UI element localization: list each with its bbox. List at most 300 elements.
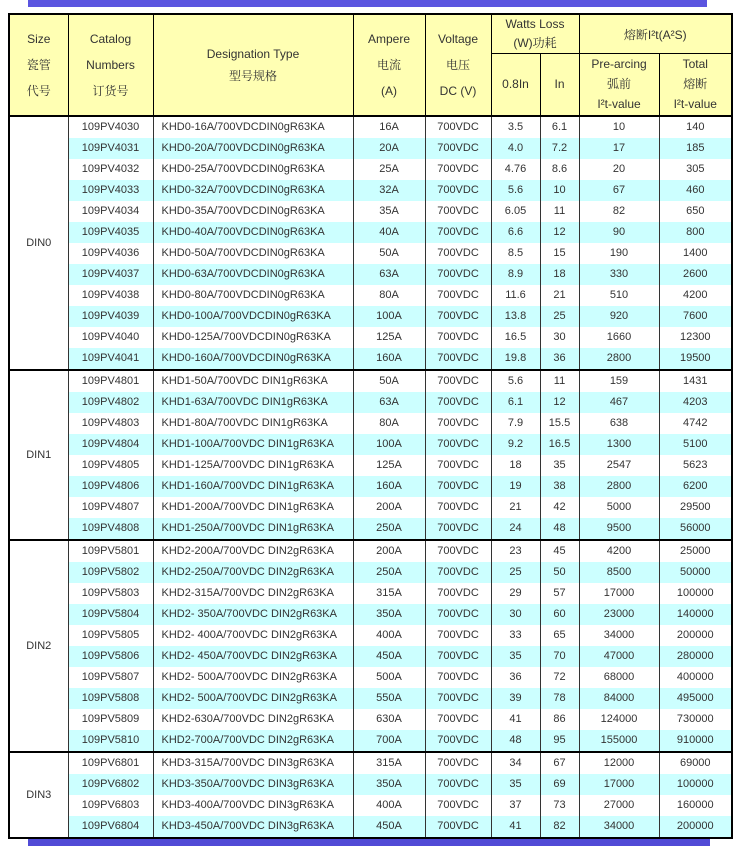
cell-catalog: 109PV4034	[68, 201, 153, 222]
cell-designation: KHD2- 500A/700VDC DIN2gR63KA	[153, 688, 353, 709]
cell-ampere: 125A	[353, 327, 425, 348]
col-header-ampere-line: 电流	[376, 57, 401, 72]
cell-voltage: 700VDC	[425, 455, 491, 476]
cell-watts-08in: 6.05	[491, 201, 540, 222]
cell-total-i2t: 910000	[659, 730, 732, 752]
cell-watts-08in: 24	[491, 518, 540, 540]
size-group-din3	[9, 752, 732, 838]
col-header-ampere	[353, 14, 425, 116]
cell-total-i2t: 4200	[659, 285, 732, 306]
cell-ampere: 700A	[353, 730, 425, 752]
cell-designation: KHD2-200A/700VDC DIN2gR63KA	[153, 540, 353, 562]
cell-watts-in: 12	[540, 392, 579, 413]
cell-voltage: 700VDC	[425, 348, 491, 370]
cell-catalog: 109PV4030	[68, 116, 153, 138]
table-row	[9, 285, 732, 306]
cell-total-i2t: 4203	[659, 392, 732, 413]
cell-prearcing-i2t: 5000	[579, 497, 659, 518]
cell-total-i2t: 6200	[659, 476, 732, 497]
cell-voltage: 700VDC	[425, 201, 491, 222]
col-header-designation	[153, 14, 353, 116]
cell-designation: KHD2- 450A/700VDC DIN2gR63KA	[153, 646, 353, 667]
col-header-voltage-line: Voltage	[437, 31, 479, 46]
cell-total-i2t: 12300	[659, 327, 732, 348]
cell-ampere: 200A	[353, 540, 425, 562]
col-header-catalog-line: Catalog	[89, 31, 132, 46]
cell-ampere: 400A	[353, 625, 425, 646]
cell-watts-in: 36	[540, 348, 579, 370]
cell-voltage: 700VDC	[425, 306, 491, 327]
cell-watts-in: 65	[540, 625, 579, 646]
size-group-din2	[9, 540, 732, 752]
cell-prearcing-i2t: 34000	[579, 816, 659, 838]
cell-designation: KHD0-35A/700VDCDIN0gR63KA	[153, 201, 353, 222]
cell-watts-08in: 13.8	[491, 306, 540, 327]
col-header-size	[9, 14, 68, 116]
cell-designation: KHD2-250A/700VDC DIN2gR63KA	[153, 562, 353, 583]
cell-designation: KHD0-20A/700VDCDIN0gR63KA	[153, 138, 353, 159]
cell-catalog: 109PV6804	[68, 816, 153, 838]
table-row	[9, 709, 732, 730]
cell-prearcing-i2t: 8500	[579, 562, 659, 583]
cell-voltage: 700VDC	[425, 646, 491, 667]
cell-watts-in: 38	[540, 476, 579, 497]
col-header-voltage-line: 电压	[445, 57, 470, 72]
col-header-i2t-label: 熔断I²t(A²S)	[623, 27, 687, 42]
cell-total-i2t: 4742	[659, 413, 732, 434]
table-row	[9, 625, 732, 646]
cell-designation: KHD3-450A/700VDC DIN3gR63KA	[153, 816, 353, 838]
size-group-label: DIN1	[9, 370, 68, 540]
size-group-label: DIN3	[9, 752, 68, 838]
cell-prearcing-i2t: 82	[579, 201, 659, 222]
cell-total-i2t: 5100	[659, 434, 732, 455]
cell-total-i2t: 19500	[659, 348, 732, 370]
col-header-prearcing	[579, 54, 659, 116]
table-row	[9, 370, 732, 392]
cell-watts-08in: 19.8	[491, 348, 540, 370]
table-row	[9, 413, 732, 434]
cell-prearcing-i2t: 68000	[579, 667, 659, 688]
cell-prearcing-i2t: 84000	[579, 688, 659, 709]
cell-prearcing-i2t: 17	[579, 138, 659, 159]
cell-designation: KHD1-63A/700VDC DIN1gR63KA	[153, 392, 353, 413]
cell-voltage: 700VDC	[425, 774, 491, 795]
table-row	[9, 562, 732, 583]
cell-catalog: 109PV5803	[68, 583, 153, 604]
cell-total-i2t: 400000	[659, 667, 732, 688]
cell-designation: KHD2-700A/700VDC DIN2gR63KA	[153, 730, 353, 752]
cell-watts-08in: 36	[491, 667, 540, 688]
col-header-watts-loss-line: Watts Loss	[505, 17, 565, 31]
cell-total-i2t: 305	[659, 159, 732, 180]
cell-catalog: 109PV4037	[68, 264, 153, 285]
cell-watts-08in: 30	[491, 604, 540, 625]
cell-prearcing-i2t: 9500	[579, 518, 659, 540]
table-row	[9, 752, 732, 774]
cell-total-i2t: 200000	[659, 816, 732, 838]
cell-designation: KHD2-630A/700VDC DIN2gR63KA	[153, 709, 353, 730]
cell-ampere: 450A	[353, 646, 425, 667]
cell-designation: KHD1-50A/700VDC DIN1gR63KA	[153, 370, 353, 392]
cell-watts-in: 86	[540, 709, 579, 730]
cell-total-i2t: 100000	[659, 774, 732, 795]
cell-voltage: 700VDC	[425, 730, 491, 752]
cell-watts-08in: 4.0	[491, 138, 540, 159]
cell-watts-08in: 35	[491, 646, 540, 667]
cell-total-i2t: 5623	[659, 455, 732, 476]
cell-catalog: 109PV4031	[68, 138, 153, 159]
col-header-total-line: Total	[682, 57, 708, 72]
cell-watts-08in: 21	[491, 497, 540, 518]
cell-total-i2t: 2600	[659, 264, 732, 285]
cell-watts-in: 42	[540, 497, 579, 518]
cell-designation: KHD1-160A/700VDC DIN1gR63KA	[153, 476, 353, 497]
cell-prearcing-i2t: 510	[579, 285, 659, 306]
col-header-prearcing-line: 弧前	[606, 77, 631, 92]
cell-prearcing-i2t: 10	[579, 116, 659, 138]
cell-watts-in: 15	[540, 243, 579, 264]
cell-designation: KHD3-350A/700VDC DIN3gR63KA	[153, 774, 353, 795]
cell-voltage: 700VDC	[425, 518, 491, 540]
table-row	[9, 264, 732, 285]
cell-watts-08in: 9.2	[491, 434, 540, 455]
cell-watts-in: 21	[540, 285, 579, 306]
cell-watts-08in: 34	[491, 752, 540, 774]
table-row	[9, 604, 732, 625]
cell-catalog: 109PV5809	[68, 709, 153, 730]
cell-ampere: 450A	[353, 816, 425, 838]
cell-total-i2t: 56000	[659, 518, 732, 540]
col-header-catalog-line: Numbers	[86, 57, 135, 72]
cell-designation: KHD0-16A/700VDCDIN0gR63KA	[153, 116, 353, 138]
col-header-in-label: In	[554, 77, 565, 92]
cell-ampere: 63A	[353, 264, 425, 285]
cell-voltage: 700VDC	[425, 243, 491, 264]
cell-watts-in: 69	[540, 774, 579, 795]
col-header-catalog-line: 订货号	[92, 83, 129, 98]
table-row	[9, 392, 732, 413]
col-header-size-line: 瓷管	[26, 57, 51, 72]
col-header-designation-line: Designation Type	[206, 46, 300, 61]
cell-total-i2t: 100000	[659, 583, 732, 604]
cell-designation: KHD0-32A/700VDCDIN0gR63KA	[153, 180, 353, 201]
size-group-label: DIN2	[9, 540, 68, 752]
cell-designation: KHD3-315A/700VDC DIN3gR63KA	[153, 752, 353, 774]
table-row	[9, 497, 732, 518]
cell-ampere: 500A	[353, 667, 425, 688]
size-group-din1	[9, 370, 732, 540]
cell-total-i2t: 730000	[659, 709, 732, 730]
col-header-watts-loss-group	[491, 14, 579, 54]
cell-prearcing-i2t: 90	[579, 222, 659, 243]
cell-catalog: 109PV4033	[68, 180, 153, 201]
cell-catalog: 109PV4804	[68, 434, 153, 455]
cell-watts-08in: 48	[491, 730, 540, 752]
cell-watts-08in: 35	[491, 774, 540, 795]
cell-designation: KHD1-200A/700VDC DIN1gR63KA	[153, 497, 353, 518]
cell-voltage: 700VDC	[425, 583, 491, 604]
cell-catalog: 109PV4038	[68, 285, 153, 306]
cell-designation: KHD0-160A/700VDCDIN0gR63KA	[153, 348, 353, 370]
cell-ampere: 50A	[353, 243, 425, 264]
cell-voltage: 700VDC	[425, 795, 491, 816]
cell-designation: KHD0-125A/700VDCDIN0gR63KA	[153, 327, 353, 348]
cell-designation: KHD2-315A/700VDC DIN2gR63KA	[153, 583, 353, 604]
col-header-designation-line: 型号规格	[228, 68, 277, 83]
cell-voltage: 700VDC	[425, 327, 491, 348]
cell-total-i2t: 1400	[659, 243, 732, 264]
cell-prearcing-i2t: 67	[579, 180, 659, 201]
cell-ampere: 400A	[353, 795, 425, 816]
cell-watts-08in: 18	[491, 455, 540, 476]
cell-catalog: 109PV5801	[68, 540, 153, 562]
cell-voltage: 700VDC	[425, 138, 491, 159]
col-header-voltage-line: DC (V)	[439, 83, 477, 98]
cell-catalog: 109PV4808	[68, 518, 153, 540]
cell-catalog: 109PV4807	[68, 497, 153, 518]
cell-voltage: 700VDC	[425, 264, 491, 285]
cell-prearcing-i2t: 2800	[579, 348, 659, 370]
cell-catalog: 109PV4801	[68, 370, 153, 392]
cell-watts-in: 57	[540, 583, 579, 604]
cell-designation: KHD0-80A/700VDCDIN0gR63KA	[153, 285, 353, 306]
cell-voltage: 700VDC	[425, 604, 491, 625]
cell-prearcing-i2t: 27000	[579, 795, 659, 816]
col-header-total	[659, 54, 732, 116]
cell-total-i2t: 650	[659, 201, 732, 222]
cell-designation: KHD1-100A/700VDC DIN1gR63KA	[153, 434, 353, 455]
cell-total-i2t: 140000	[659, 604, 732, 625]
cell-voltage: 700VDC	[425, 159, 491, 180]
cell-watts-in: 25	[540, 306, 579, 327]
cell-watts-in: 15.5	[540, 413, 579, 434]
cell-catalog: 109PV4040	[68, 327, 153, 348]
cell-ampere: 20A	[353, 138, 425, 159]
cell-ampere: 125A	[353, 455, 425, 476]
table-row	[9, 688, 732, 709]
cell-catalog: 109PV4806	[68, 476, 153, 497]
cell-watts-08in: 7.9	[491, 413, 540, 434]
cell-designation: KHD0-100A/700VDCDIN0gR63KA	[153, 306, 353, 327]
table-row	[9, 243, 732, 264]
col-header-voltage	[425, 14, 491, 116]
table-row	[9, 116, 732, 138]
cell-ampere: 40A	[353, 222, 425, 243]
cell-watts-08in: 41	[491, 709, 540, 730]
cell-prearcing-i2t: 34000	[579, 625, 659, 646]
cell-prearcing-i2t: 2547	[579, 455, 659, 476]
cell-ampere: 200A	[353, 497, 425, 518]
cell-ampere: 315A	[353, 583, 425, 604]
size-group-din0	[9, 116, 732, 370]
cell-prearcing-i2t: 4200	[579, 540, 659, 562]
cell-watts-08in: 5.6	[491, 180, 540, 201]
table-row	[9, 583, 732, 604]
cell-prearcing-i2t: 330	[579, 264, 659, 285]
cell-voltage: 700VDC	[425, 392, 491, 413]
cell-watts-08in: 25	[491, 562, 540, 583]
cell-prearcing-i2t: 190	[579, 243, 659, 264]
table-row	[9, 327, 732, 348]
cell-ampere: 250A	[353, 562, 425, 583]
cell-voltage: 700VDC	[425, 222, 491, 243]
cell-catalog: 109PV4036	[68, 243, 153, 264]
cell-prearcing-i2t: 159	[579, 370, 659, 392]
cell-total-i2t: 160000	[659, 795, 732, 816]
cell-ampere: 35A	[353, 201, 425, 222]
cell-ampere: 100A	[353, 434, 425, 455]
cell-watts-in: 82	[540, 816, 579, 838]
col-header-prearcing-line: Pre-arcing	[591, 57, 647, 72]
cell-voltage: 700VDC	[425, 497, 491, 518]
cell-watts-08in: 23	[491, 540, 540, 562]
cell-watts-08in: 11.6	[491, 285, 540, 306]
cell-prearcing-i2t: 23000	[579, 604, 659, 625]
cell-total-i2t: 140	[659, 116, 732, 138]
cell-watts-08in: 19	[491, 476, 540, 497]
cell-catalog: 109PV5808	[68, 688, 153, 709]
cell-watts-08in: 41	[491, 816, 540, 838]
col-header-prearcing-line: I²t-value	[597, 97, 641, 112]
cell-catalog: 109PV4041	[68, 348, 153, 370]
cell-ampere: 63A	[353, 392, 425, 413]
cell-prearcing-i2t: 124000	[579, 709, 659, 730]
cell-total-i2t: 280000	[659, 646, 732, 667]
cell-total-i2t: 29500	[659, 497, 732, 518]
cell-total-i2t: 460	[659, 180, 732, 201]
cell-catalog: 109PV4802	[68, 392, 153, 413]
col-header-i2t-group	[579, 14, 732, 54]
cell-catalog: 109PV5806	[68, 646, 153, 667]
cell-watts-08in: 8.5	[491, 243, 540, 264]
table-row	[9, 476, 732, 497]
cell-designation: KHD1-80A/700VDC DIN1gR63KA	[153, 413, 353, 434]
table-row	[9, 795, 732, 816]
col-header-08in-label: 0.8In	[502, 77, 529, 92]
table-row	[9, 306, 732, 327]
fuse-spec-table	[8, 13, 733, 839]
cell-catalog: 109PV5804	[68, 604, 153, 625]
cell-ampere: 250A	[353, 518, 425, 540]
cell-watts-in: 60	[540, 604, 579, 625]
cell-watts-in: 12	[540, 222, 579, 243]
cell-prearcing-i2t: 1660	[579, 327, 659, 348]
cell-total-i2t: 1431	[659, 370, 732, 392]
table-row	[9, 159, 732, 180]
cell-total-i2t: 185	[659, 138, 732, 159]
size-group-label: DIN0	[9, 116, 68, 370]
cell-catalog: 109PV4039	[68, 306, 153, 327]
cell-watts-in: 95	[540, 730, 579, 752]
cell-designation: KHD1-125A/700VDC DIN1gR63KA	[153, 455, 353, 476]
cell-total-i2t: 69000	[659, 752, 732, 774]
cell-ampere: 50A	[353, 370, 425, 392]
cell-prearcing-i2t: 920	[579, 306, 659, 327]
cell-catalog: 109PV4035	[68, 222, 153, 243]
cell-watts-08in: 37	[491, 795, 540, 816]
top-accent-bar	[28, 0, 707, 7]
table-row	[9, 518, 732, 540]
cell-catalog: 109PV4803	[68, 413, 153, 434]
table-row	[9, 774, 732, 795]
cell-watts-in: 72	[540, 667, 579, 688]
cell-voltage: 700VDC	[425, 625, 491, 646]
cell-prearcing-i2t: 20	[579, 159, 659, 180]
table-row	[9, 816, 732, 838]
cell-watts-08in: 5.6	[491, 370, 540, 392]
cell-watts-in: 48	[540, 518, 579, 540]
cell-watts-in: 70	[540, 646, 579, 667]
cell-voltage: 700VDC	[425, 476, 491, 497]
cell-catalog: 109PV5810	[68, 730, 153, 752]
table-row	[9, 348, 732, 370]
cell-designation: KHD0-25A/700VDCDIN0gR63KA	[153, 159, 353, 180]
cell-ampere: 100A	[353, 306, 425, 327]
cell-prearcing-i2t: 1300	[579, 434, 659, 455]
cell-watts-08in: 8.9	[491, 264, 540, 285]
cell-total-i2t: 7600	[659, 306, 732, 327]
cell-watts-08in: 16.5	[491, 327, 540, 348]
col-header-in	[540, 54, 579, 116]
cell-watts-08in: 4.76	[491, 159, 540, 180]
cell-designation: KHD3-400A/700VDC DIN3gR63KA	[153, 795, 353, 816]
table-row	[9, 455, 732, 476]
cell-watts-08in: 3.5	[491, 116, 540, 138]
cell-catalog: 109PV5807	[68, 667, 153, 688]
cell-designation: KHD1-250A/700VDC DIN1gR63KA	[153, 518, 353, 540]
cell-watts-in: 8.6	[540, 159, 579, 180]
cell-watts-in: 45	[540, 540, 579, 562]
cell-catalog: 109PV5805	[68, 625, 153, 646]
col-header-ampere-line: Ampere	[367, 31, 411, 46]
cell-ampere: 160A	[353, 476, 425, 497]
cell-designation: KHD2- 400A/700VDC DIN2gR63KA	[153, 625, 353, 646]
table-row	[9, 180, 732, 201]
cell-watts-08in: 33	[491, 625, 540, 646]
cell-ampere: 80A	[353, 285, 425, 306]
cell-voltage: 700VDC	[425, 562, 491, 583]
cell-prearcing-i2t: 467	[579, 392, 659, 413]
cell-prearcing-i2t: 155000	[579, 730, 659, 752]
cell-watts-in: 35	[540, 455, 579, 476]
cell-watts-in: 73	[540, 795, 579, 816]
cell-prearcing-i2t: 17000	[579, 583, 659, 604]
cell-watts-in: 67	[540, 752, 579, 774]
cell-ampere: 80A	[353, 413, 425, 434]
col-header-ampere-line: (A)	[381, 83, 397, 98]
col-header-catalog	[68, 14, 153, 116]
cell-watts-08in: 6.1	[491, 392, 540, 413]
cell-watts-in: 11	[540, 201, 579, 222]
table-row	[9, 540, 732, 562]
cell-ampere: 350A	[353, 604, 425, 625]
cell-watts-in: 30	[540, 327, 579, 348]
cell-designation: KHD0-50A/700VDCDIN0gR63KA	[153, 243, 353, 264]
col-header-08in	[491, 54, 540, 116]
cell-voltage: 700VDC	[425, 434, 491, 455]
cell-watts-in: 18	[540, 264, 579, 285]
table-header	[9, 14, 732, 116]
cell-voltage: 700VDC	[425, 816, 491, 838]
cell-catalog: 109PV6802	[68, 774, 153, 795]
table-row	[9, 138, 732, 159]
table-row	[9, 222, 732, 243]
cell-designation: KHD0-63A/700VDCDIN0gR63KA	[153, 264, 353, 285]
cell-voltage: 700VDC	[425, 116, 491, 138]
cell-ampere: 315A	[353, 752, 425, 774]
cell-ampere: 630A	[353, 709, 425, 730]
